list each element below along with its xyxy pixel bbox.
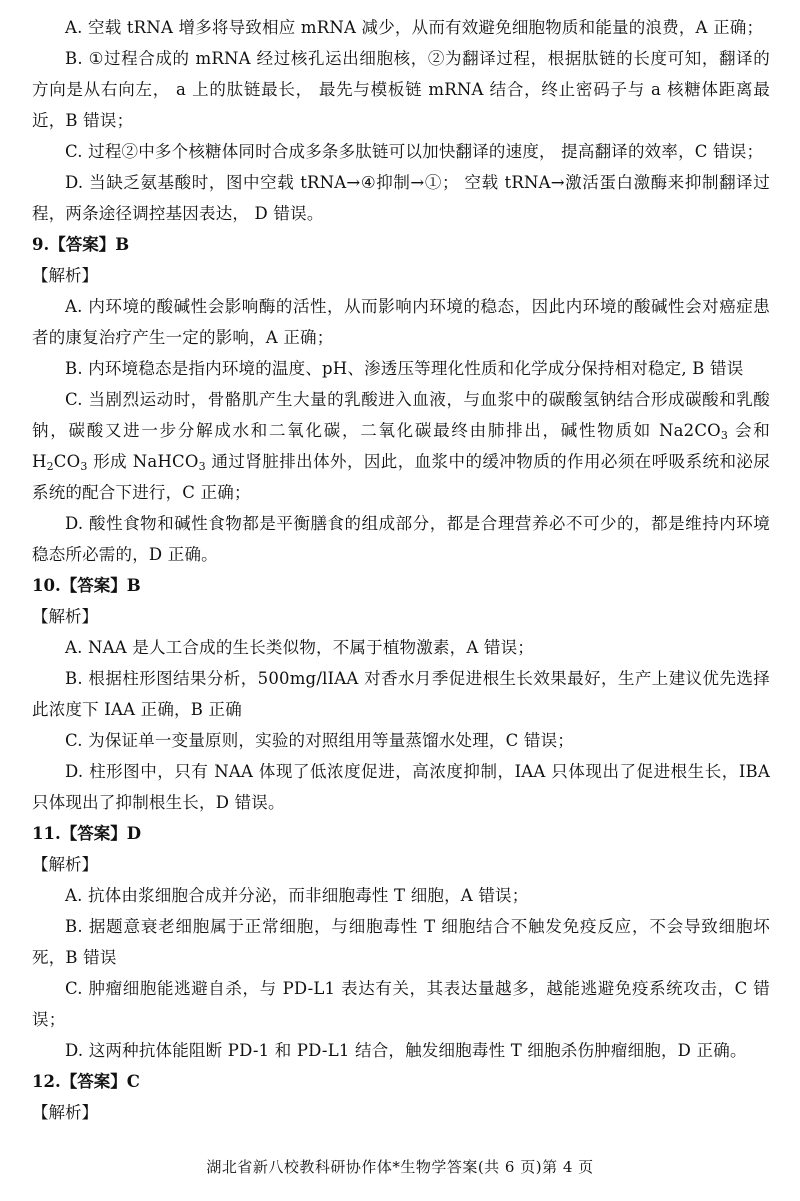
q9-answer-heading: [32, 229, 770, 260]
answer-value: B: [115, 235, 130, 254]
q9-option-c-part2: 会和 H: [32, 421, 770, 471]
question-number: 10.: [32, 576, 61, 595]
q8-option-a: A. 空载 tRNA 增多将导致相应 mRNA 减少，从而有效避免细胞物质和能量的浪费，A 正确；: [65, 18, 764, 37]
q10-option-b: B. 根据柱形图结果分析，500mg/lIAA 对香水月季促进根生长效果最好，生产上建议优先选择此浓度下 IAA 正确，B 正确: [32, 669, 770, 719]
question-number: 12.: [32, 1072, 61, 1091]
answer-label: 【答案】: [49, 235, 116, 254]
subscript: 2: [46, 460, 54, 473]
q9-option-c: [32, 384, 770, 508]
answer-label: 【答案】: [60, 824, 127, 843]
subscript: 3: [80, 460, 88, 473]
q9-option-a: A. 内环境的酸碱性会影响酶的活性，从而影响内环境的稳态，因此内环境的酸碱性会对癌症患者的康复治疗产生一定的影响，A 正确；: [32, 297, 770, 347]
q8-option-d: D. 当缺乏氨基酸时，图中空载 tRNA→④抑制→①； 空载 tRNA→激活蛋白激酶来抑制翻译过程，两条途径调控基因表达， D 错误。: [32, 173, 770, 223]
q12-answer-heading: [32, 1066, 770, 1097]
q8-option-c: C. 过程②中多个核糖体同时合成多条多肽链可以加快翻译的速度， 提高翻译的效率，C 错误；: [65, 142, 764, 161]
q11-analysis-label: 【解析】: [32, 855, 98, 874]
q9-option-c-part1: C. 当剧烈运动时，骨骼肌产生大量的乳酸进入血液，与血浆中的碳酸氢钠结合形成碳酸和乳酸钠，碳酸又进一步分解成水和二氧化碳，二氧化碳最终由肺排出，碱性物质如 Na2CO: [32, 390, 770, 440]
answer-label: 【答案】: [60, 576, 127, 595]
q11-option-a: A. 抗体由浆细胞合成并分泌，而非细胞毒性 T 细胞，A 错误；: [65, 886, 529, 905]
answer-value: C: [126, 1072, 140, 1091]
q9-option-d: D. 酸性食物和碱性食物都是平衡膳食的组成部分，都是合理营养必不可少的，都是维持内环境稳态所必需的，D 正确。: [32, 514, 770, 564]
q10-option-a: A. NAA 是人工合成的生长类似物，不属于植物激素，A 错误；: [65, 638, 534, 657]
q11-option-c: C. 肿瘤细胞能逃避自杀，与 PD-L1 表达有关，其表达量越多，越能逃避免疫系统攻击，C 错误；: [32, 979, 770, 1029]
answer-value: B: [126, 576, 141, 595]
q10-option-c: C. 为保证单一变量原则，实验的对照组用等量蒸馏水处理，C 错误；: [65, 731, 574, 750]
q9-analysis-label: 【解析】: [32, 266, 98, 285]
subscript: 3: [720, 429, 729, 442]
q9-option-b: B. 内环境稳态是指内环境的温度、pH、渗透压等理化性质和化学成分保持相对稳定, B 错误: [65, 359, 744, 378]
q11-option-b: B. 据题意衰老细胞属于正常细胞，与细胞毒性 T 细胞结合不触发免疫反应，不会导致细胞坏死，B 错误: [32, 917, 770, 967]
q8-option-b: B. ①过程合成的 mRNA 经过核孔运出细胞核，②为翻译过程，根据肽链的长度可知，翻译的方向是从右向左， a 上的肽链最长， 最先与模板链 mRNA 结合，终止密码子与 a 核糖体距离最近，B 错误；: [32, 49, 770, 130]
q10-answer-heading: [32, 570, 770, 601]
q10-option-d: D. 柱形图中，只有 NAA 体现了低浓度促进，高浓度抑制，IAA 只体现出了促进根生长，IBA 只体现出了抑制根生长，D 错误。: [32, 762, 770, 812]
q11-option-d: D. 这两种抗体能阻断 PD-1 和 PD-L1 结合，触发细胞毒性 T 细胞杀伤肿瘤细胞，D 正确。: [65, 1041, 747, 1060]
subscript: 3: [198, 460, 206, 473]
q9-option-c-part4: 形成 NaHCO: [87, 452, 199, 471]
q9-option-c-part5: 通过肾脏排出体外，因此，血浆中的缓冲物质的作用必须在呼吸系统和泌尿系统的配合下进行，C 正确；: [32, 452, 771, 502]
q11-answer-heading: [32, 818, 770, 849]
answer-value: D: [126, 824, 142, 843]
question-number: 9.: [32, 235, 50, 254]
page-content: [32, 12, 770, 1128]
q9-option-c-part3: CO: [53, 452, 81, 471]
q10-analysis-label: 【解析】: [32, 607, 98, 626]
answer-label: 【答案】: [60, 1072, 127, 1091]
question-number: 11.: [32, 824, 61, 843]
page-footer: 湖北省新八校教科研协作体*生物学答案(共 6 页)第 4 页: [206, 1158, 594, 1176]
q12-analysis-label: 【解析】: [32, 1103, 98, 1122]
